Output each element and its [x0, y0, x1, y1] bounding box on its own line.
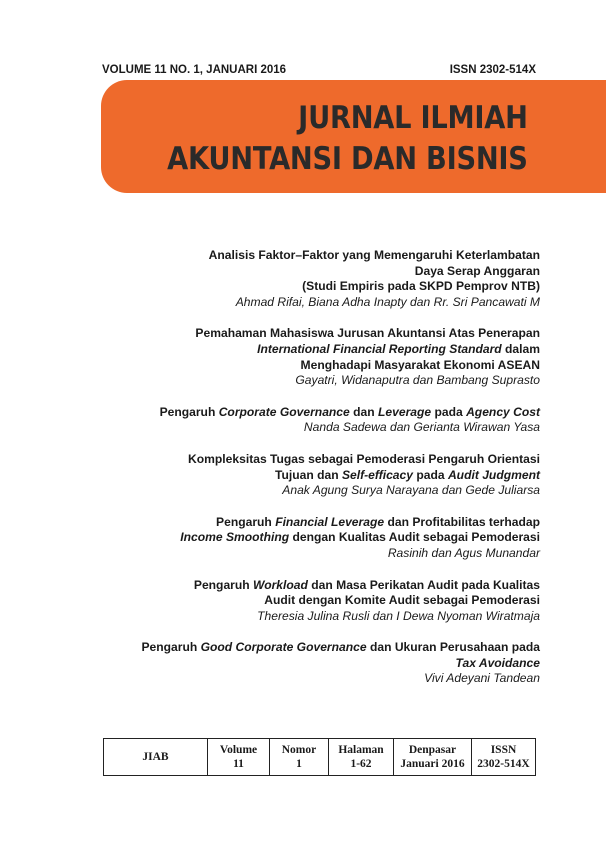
article-authors: Anak Agung Surya Narayana dan Gede Juliarsa [282, 483, 540, 498]
article-4: Kompleksitas Tugas sebagai Pemoderasi Pengaruh Orientasi Tujuan dan Self-efficacy pada Audit Judgment Anak Agung Surya Narayana dan Gede Juliarsa [70, 452, 540, 499]
article-authors: Nanda Sadewa dan Gerianta Wirawan Yasa [303, 420, 540, 435]
article-7: Pengaruh Good Corporate Governance dan Ukuran Perusahaan pada Tax Avoidance Vivi Adeyani Tandean [70, 640, 540, 687]
article-5: Pengaruh Financial Leverage dan Profitabilitas terhadap Income Smoothing dengan Kualitas Audit sebagai Pemoderasi Rasinih dan Agus Munandar [70, 515, 540, 562]
article-authors: Gayatri, Widanaputra dan Bambang Suprasto [295, 373, 540, 388]
article-3: Pengaruh Corporate Governance dan Leverage pada Agency Cost Nanda Sadewa dan Gerianta Wirawan Yasa [70, 405, 540, 436]
article-1: Analisis Faktor–Faktor yang Memengaruhi Keterlambatan Daya Serap Anggaran (Studi Empiris pada SKPD Pemprov NTB) Ahmad Rifai, Biana Adha Inapty dan Rr. Sri Pancawati M [70, 248, 540, 310]
issn-info: ISSN 2302-514X [449, 64, 536, 76]
article-6: Pengaruh Workload dan Masa Perikatan Audit pada Kualitas Audit dengan Komite Audit sebagai Pemoderasi Theresia Julina Rusli dan I Dewa Nyoman Wiratmaja [70, 578, 540, 625]
cell-jiab: JIAB [104, 739, 208, 776]
article-authors: Theresia Julina Rusli dan I Dewa Nyoman Wiratmaja [257, 608, 540, 623]
article-authors: Rasinih dan Agus Munandar [387, 545, 540, 560]
article-2: Pemahaman Mahasiswa Jurusan Akuntansi Atas Penerapan International Financial Reporting Standard dalam Menghadapi Masyarakat Ekonomi ASEAN Gayatri, Widanaputra dan Bambang Suprasto [70, 326, 540, 388]
cell-halaman: Halaman 1-62 [329, 739, 394, 776]
cell-place-date: Denpasar Januari 2016 [394, 739, 472, 776]
article-authors: Vivi Adeyani Tandean [424, 671, 540, 686]
cell-nomor: Nomor 1 [270, 739, 329, 776]
cell-volume: Volume 11 [208, 739, 270, 776]
volume-info: VOLUME 11 NO. 1, JANUARI 2016 [102, 64, 287, 76]
article-authors: Ahmad Rifai, Biana Adha Inapty dan Rr. Sri Pancawati M [235, 294, 540, 309]
cell-issn: ISSN 2302-514X [472, 739, 536, 776]
journal-info-table [103, 738, 536, 776]
journal-title: JURNAL ILMIAH AKUNTANSI DAN BISNIS [167, 100, 528, 177]
header-bar [102, 64, 536, 78]
article-list [70, 248, 540, 703]
